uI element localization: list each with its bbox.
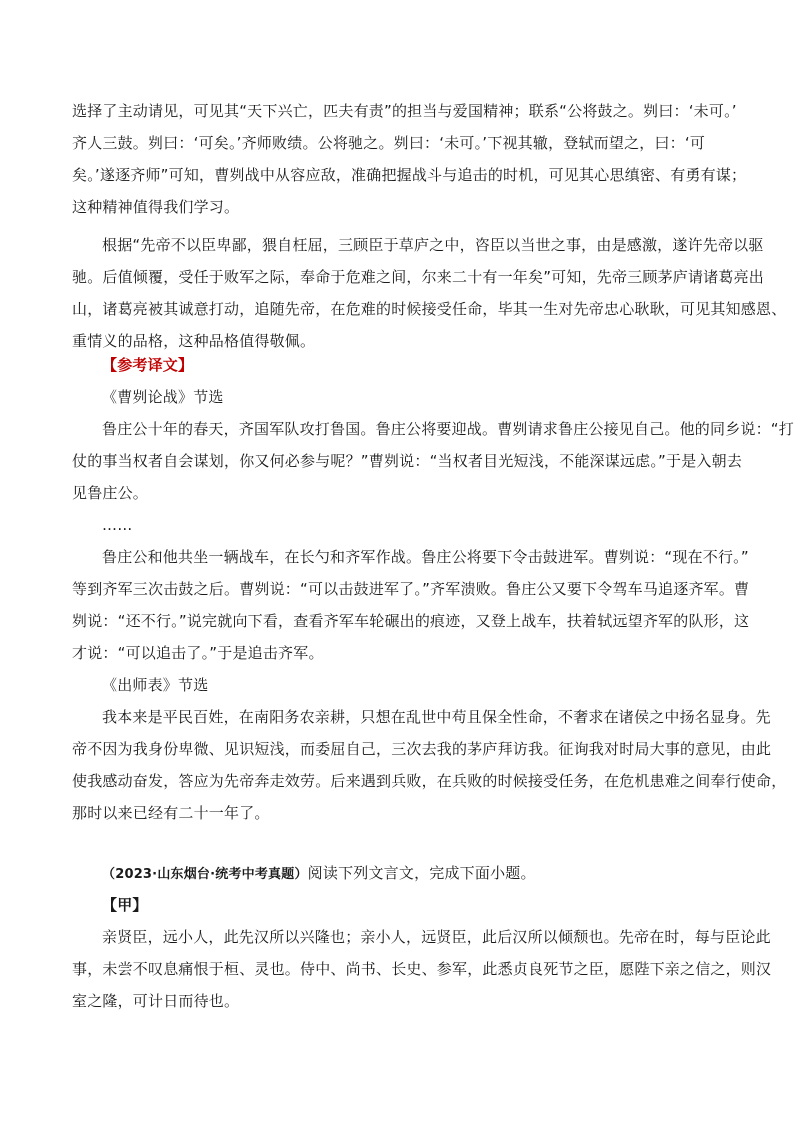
text-line: 室之隆，可计日而待也。 xyxy=(72,992,240,1010)
paragraph-analysis-zhugeliang xyxy=(72,229,787,357)
paragraph-translation-3 xyxy=(72,701,787,829)
text-line: 鲁庄公和他共坐一辆战车，在长勺和齐军作战。鲁庄公将要下令击鼓进军。曹刿说：“现在不行。” xyxy=(102,548,749,566)
text-line: 鲁庄公十年的春天，齐国军队攻打鲁国。鲁庄公将要迎战。曹刿请求鲁庄公接见自己。他的同乡说：“打 xyxy=(102,420,794,438)
cgld-title xyxy=(72,381,722,413)
passage-title: 《曹刿论战》节选 xyxy=(102,388,224,406)
csb-title xyxy=(72,669,722,701)
jia-heading xyxy=(72,889,722,921)
source-label: （2023·山东烟台·统考中考真题） xyxy=(102,867,308,882)
question-source xyxy=(72,857,722,889)
reference-translation-heading xyxy=(72,349,722,381)
text-line: 那时以来已经有二十一年了。 xyxy=(72,804,270,822)
paragraph-translation-2 xyxy=(72,541,750,669)
text-line: 山，诸葛亮被其诚意打动，追随先帝，在危难的时候接受任命，毕其一生对先帝忠心耿耿，可见其知感恩、 xyxy=(72,300,787,318)
ellipsis: …… xyxy=(102,516,133,534)
text-line: 事，未尝不叹息痛恨于桓、灵也。侍中、尚书、长史、参军，此悉贞良死节之臣，愿陛下亲之信之，则汉 xyxy=(72,960,772,978)
paragraph-jia xyxy=(72,921,772,1017)
text-line: 亲贤臣，远小人，此先汉所以兴隆也；亲小人，远贤臣，此后汉所以倾颓也。先帝在时，每与臣论此 xyxy=(102,928,771,946)
source-instruction: 阅读下列文言文，完成下面小题。 xyxy=(307,864,536,882)
paragraph-analysis-caogui xyxy=(72,95,747,223)
text-line: 根据“先帝不以臣卑鄙，猥自枉屈，三顾臣于草庐之中，咨臣以当世之事，由是感激，遂许先帝以驱 xyxy=(102,236,764,254)
text-line: 才说：“可以追击了。”于是追击齐军。 xyxy=(72,644,324,662)
text-line: 驰。后值倾覆，受任于败军之际，奉命于危难之间，尔来二十有一年矣”可知，先帝三顾茅庐请诸葛亮出 xyxy=(72,268,764,286)
text-line: 我本来是平民百姓，在南阳务农亲耕，只想在乱世中苟且保全性命，不奢求在诸侯之中扬名显身。先 xyxy=(102,708,771,726)
text-line: 见鲁庄公。 xyxy=(72,484,149,502)
passage-title: 《出师表》节选 xyxy=(102,676,209,694)
text-line: 这种精神值得我们学习。 xyxy=(72,198,240,216)
text-line: 齐人三鼓。刿曰：‘可矣。’齐师败绩。公将驰之。刿曰：‘未可。’下视其辙，登轼而望之，曰：‘可 xyxy=(72,134,706,152)
text-line: 重情义的品格，这种品格值得敬佩。 xyxy=(72,332,316,350)
section-heading: 【参考译文】 xyxy=(102,356,194,374)
text-line: 等到齐军三次击鼓之后。曹刿说：“可以击鼓进军了。”齐军溃败。鲁庄公又要下令驾车马追逐齐军。曹 xyxy=(72,580,750,598)
text-line: 选择了主动请见，可见其“天下兴亡，匹夫有责”的担当与爱国精神；联系“公将鼓之。刿曰：‘未可。’ xyxy=(72,102,737,120)
text-line: 帝不因为我身份卑微、见识短浅，而委屈自己，三次去我的茅庐拜访我。征询我对时局大事的意见，由此 xyxy=(72,740,772,758)
paragraph-translation-1 xyxy=(72,413,794,509)
section-label-jia: 【甲】 xyxy=(102,896,148,914)
text-line: 使我感动奋发，答应为先帝奔走效劳。后来遇到兵败，在兵败的时候接受任务，在危机患难之间奉行使命， xyxy=(72,772,787,790)
ellipsis-line xyxy=(72,509,722,541)
text-line: 仗的事当权者自会谋划，你又何必参与呢？”曹刿说：“当权者目光短浅，不能深谋远虑。”于是入朝去 xyxy=(72,452,743,470)
text-line: 矣。’遂逐齐师”可知，曹刿战中从容应敌，准确把握战斗与追击的时机，可见其心思缜密、有勇有谋； xyxy=(72,166,747,184)
text-line: 刿说：“还不行。”说完就向下看，查看齐军车轮碾出的痕迹，又登上战车，扶着轼远望齐军的队形，这 xyxy=(72,612,750,630)
